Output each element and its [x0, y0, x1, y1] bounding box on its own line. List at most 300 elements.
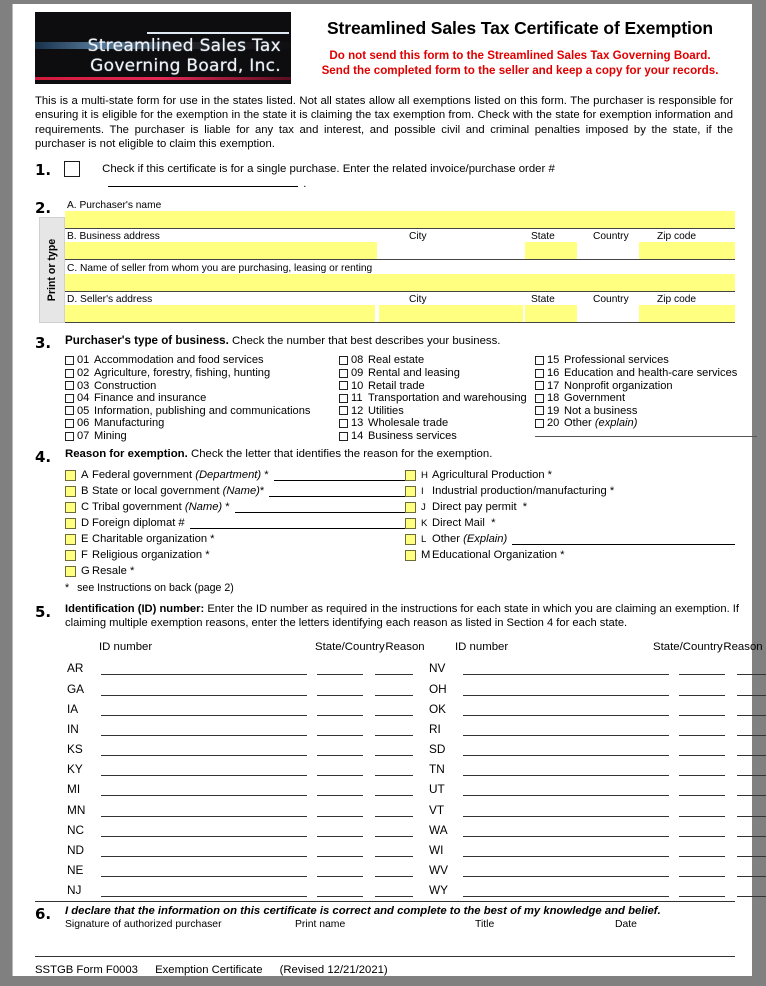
id-number-input[interactable] — [101, 741, 307, 756]
reason-input[interactable] — [737, 781, 766, 796]
seller-name-label: C. Name of seller from whom you are purchasing, leasing or renting — [67, 263, 373, 275]
section-4-title: Reason for exemption. — [65, 448, 188, 461]
state-label: OK — [429, 701, 447, 716]
checkbox-icon[interactable] — [405, 534, 416, 545]
reason-label: Agricultural Production — [432, 469, 545, 482]
business-type-column-1 — [65, 354, 339, 442]
reason-star: * — [609, 485, 615, 498]
reason-input[interactable] — [737, 741, 766, 756]
state-label: WI — [429, 843, 444, 858]
section-6-top-rule — [35, 901, 735, 902]
checkbox-icon[interactable] — [339, 419, 348, 428]
reason-label: Direct pay permit — [432, 501, 517, 514]
row-a-rule — [65, 228, 735, 229]
state-country-input[interactable] — [679, 761, 725, 776]
state-label: KS — [67, 742, 83, 757]
state-country-input[interactable] — [317, 701, 363, 716]
section-6-wrapper — [35, 901, 735, 976]
checkbox-icon[interactable] — [535, 419, 544, 428]
business-type-code: 10 — [351, 379, 364, 392]
checkbox-icon[interactable] — [535, 406, 544, 415]
seller-zip-label: Zip code — [657, 294, 697, 306]
state-country-input[interactable] — [679, 882, 725, 897]
business-type-code: 14 — [351, 430, 364, 443]
reason-letter: B — [81, 485, 89, 498]
reason-star: * — [259, 485, 265, 498]
business-type-item[interactable] — [339, 367, 535, 380]
checkbox-icon[interactable] — [65, 486, 76, 497]
exemption-reason-column-1 — [65, 467, 405, 579]
checkbox-icon[interactable] — [65, 502, 76, 513]
row-c-rule — [65, 291, 735, 292]
seller-name-input[interactable] — [65, 274, 735, 291]
state-country-input[interactable] — [317, 741, 363, 756]
reason-input[interactable] — [375, 660, 413, 675]
checkbox-icon[interactable] — [65, 369, 74, 378]
state-country-input[interactable] — [317, 660, 363, 675]
checkbox-icon[interactable] — [65, 394, 74, 403]
single-purchase-label: Check if this certificate is for a single purchase. Enter the related invoice/purchase order # — [102, 163, 555, 176]
business-type-hint: (explain) — [594, 417, 638, 430]
business-type-label: Retail trade — [368, 379, 425, 392]
checkbox-icon[interactable] — [339, 369, 348, 378]
id-number-input[interactable] — [101, 681, 307, 696]
section-1-period: . — [303, 178, 307, 191]
id-number-input[interactable] — [463, 660, 669, 675]
state-label: SD — [429, 742, 446, 757]
form-revision: (Revised 12/21/2021) — [279, 964, 388, 977]
checkbox-icon[interactable] — [535, 394, 544, 403]
reason-star: * — [129, 565, 135, 578]
seller-state-input[interactable] — [525, 305, 577, 322]
business-type-code: 08 — [351, 354, 364, 367]
business-type-code: 07 — [77, 430, 90, 443]
logo-underline — [35, 77, 291, 80]
business-type-code: 01 — [77, 354, 90, 367]
id-number-input[interactable] — [101, 660, 307, 675]
business-type-code: 17 — [547, 379, 560, 392]
checkbox-icon[interactable] — [65, 406, 74, 415]
id-number-input[interactable] — [463, 862, 669, 877]
reason-input[interactable] — [737, 701, 766, 716]
print-name-label: Print name — [295, 919, 346, 931]
reason-letter: C — [81, 501, 90, 514]
business-city-input[interactable] — [377, 242, 525, 259]
id-number-input[interactable] — [101, 802, 307, 817]
state-label: UT — [429, 782, 445, 797]
business-type-item[interactable] — [535, 367, 745, 380]
checkbox-icon[interactable] — [405, 518, 416, 529]
checkbox-icon[interactable] — [535, 369, 544, 378]
state-country-input[interactable] — [679, 802, 725, 817]
section-6 — [35, 905, 735, 930]
business-type-item[interactable] — [535, 417, 745, 430]
business-type-label: Nonprofit organization — [564, 379, 673, 392]
business-type-label: Rental and leasing — [368, 367, 460, 380]
table-row — [65, 857, 766, 877]
business-state-input[interactable] — [525, 242, 577, 259]
id-number-input[interactable] — [463, 802, 669, 817]
reason-star: * — [264, 469, 269, 482]
exemption-reason-item[interactable] — [405, 467, 735, 483]
business-type-code: 18 — [547, 392, 560, 405]
state-country-input[interactable] — [679, 701, 725, 716]
business-type-code: 06 — [77, 417, 90, 430]
state-label: MI — [67, 782, 81, 797]
reason-input[interactable] — [737, 681, 766, 696]
section-1 — [35, 161, 735, 190]
reason-input-line[interactable] — [190, 517, 405, 529]
checkbox-icon[interactable] — [405, 550, 416, 561]
warning-line-1: Do not send this form to the Streamlined Sales Tax Governing Board. — [329, 49, 711, 62]
exemption-reason-item[interactable] — [405, 499, 735, 515]
exemption-reason-item[interactable] — [405, 515, 735, 531]
reason-input[interactable] — [375, 862, 413, 877]
single-purchase-checkbox[interactable] — [64, 161, 80, 177]
business-type-item[interactable] — [535, 392, 745, 405]
form-footer — [35, 964, 735, 976]
exemption-reason-item[interactable] — [65, 563, 405, 579]
state-label: ND — [67, 843, 85, 858]
business-type-item[interactable] — [65, 405, 339, 418]
reason-letter: E — [81, 533, 89, 546]
print-or-type-tab — [39, 217, 65, 323]
business-type-item[interactable] — [535, 379, 745, 392]
form-name: Exemption Certificate — [155, 964, 263, 977]
reason-input[interactable] — [737, 882, 766, 897]
state-country-input[interactable] — [317, 761, 363, 776]
id-number-input[interactable] — [101, 822, 307, 837]
reason-star: * — [547, 469, 553, 482]
business-type-label: Not a business — [564, 404, 638, 417]
section-3-subtitle: Check the number that best describes your business. — [232, 335, 501, 348]
section-2-number: 2. — [35, 199, 52, 218]
state-label: GA — [67, 681, 85, 696]
state-label: MN — [67, 802, 86, 817]
reason-label: Resale — [92, 565, 127, 578]
table-row — [65, 716, 766, 736]
reason-label: Charitable organization — [92, 533, 208, 546]
reason-star: * — [491, 517, 496, 530]
checkbox-icon[interactable] — [65, 566, 76, 577]
id-number-input[interactable] — [463, 681, 669, 696]
business-type-item[interactable] — [65, 354, 339, 367]
exemption-reason-column-2 — [405, 467, 735, 579]
section-5-subtitle: Enter the ID number as required in the instructions for each state in which you are claiming an exemption. If claiming multiple exemption reasons, enter the letters identifying each reason as listed in Section 4 for each state. — [65, 603, 740, 629]
state-country-input[interactable] — [317, 802, 363, 817]
reason-input[interactable] — [737, 822, 766, 837]
id-number-input[interactable] — [101, 781, 307, 796]
reason-input[interactable] — [737, 721, 766, 736]
section-4-heading — [65, 448, 735, 460]
seller-name-row — [65, 262, 735, 292]
checkbox-icon[interactable] — [65, 432, 74, 441]
intro-paragraph: This is a multi-state form for use in the states listed. Not all states allow all exemptions listed on this form. The purchaser is responsible for ensuring it is eligible for the exemption in the state it is claiming the tax exemption from. Check with the state for exemption information and requirements. The purchaser is liable for any tax and interest, and possible civil and criminal penalties imposed by the state, if the purchaser is not eligible to claim this exemption. — [35, 95, 733, 150]
reason-star: * — [522, 501, 528, 514]
state-country-input[interactable] — [317, 822, 363, 837]
state-label: TN — [429, 762, 445, 777]
id-number-input[interactable] — [101, 761, 307, 776]
state-country-input[interactable] — [679, 721, 725, 736]
business-type-column-2 — [339, 354, 535, 442]
table-row — [65, 817, 766, 837]
reason-input[interactable] — [375, 802, 413, 817]
business-type-code: 16 — [547, 367, 560, 380]
form-header — [35, 4, 735, 84]
warning-line-2: Send the completed form to the seller and keep a copy for your records. — [321, 64, 719, 77]
business-country-input[interactable] — [577, 242, 639, 259]
id-number-input[interactable] — [101, 862, 307, 877]
print-or-type-label: Print or type — [46, 238, 58, 302]
id-number-input[interactable] — [463, 701, 669, 716]
reason-letter: I — [421, 485, 424, 497]
reason-input-line[interactable] — [235, 501, 405, 513]
business-type-label: Mining — [94, 430, 127, 443]
header-state-country-right: State/Country — [653, 641, 723, 654]
exemption-reason-item[interactable] — [65, 483, 405, 499]
state-country-input[interactable] — [679, 741, 725, 756]
state-country-input[interactable] — [317, 842, 363, 857]
business-type-code: 12 — [351, 404, 364, 417]
state-label: VT — [429, 802, 445, 817]
exemption-reason-item[interactable] — [65, 467, 405, 483]
checkbox-icon[interactable] — [535, 356, 544, 365]
reason-input[interactable] — [737, 660, 766, 675]
reason-letter: L — [421, 533, 427, 545]
section-4-number: 4. — [35, 448, 52, 467]
id-table-header — [65, 641, 766, 653]
checkbox-icon[interactable] — [405, 486, 416, 497]
state-country-input[interactable] — [317, 781, 363, 796]
id-number-input[interactable] — [463, 721, 669, 736]
declaration-text: I declare that the information on this certificate is correct and complete to the best of my knowledge and belief. — [65, 905, 661, 918]
id-number-input[interactable] — [463, 741, 669, 756]
checkbox-icon[interactable] — [65, 381, 74, 390]
section-5 — [35, 603, 763, 898]
reason-star: * — [205, 549, 210, 562]
section-6-number: 6. — [35, 905, 52, 924]
reason-star: * — [210, 533, 215, 546]
business-type-item[interactable] — [65, 417, 339, 430]
business-type-code: 15 — [547, 354, 560, 367]
header-id-number-left: ID number — [99, 641, 153, 654]
business-type-item[interactable] — [535, 405, 745, 418]
business-type-item[interactable] — [339, 417, 535, 430]
header-reason-left: Reason — [385, 641, 425, 654]
id-number-input[interactable] — [101, 721, 307, 736]
section-3 — [35, 334, 738, 443]
business-type-item[interactable] — [65, 430, 339, 443]
section-1-text-row — [102, 161, 735, 190]
id-number-input[interactable] — [463, 781, 669, 796]
business-state-label: State — [531, 231, 555, 243]
state-country-input[interactable] — [317, 681, 363, 696]
business-address-input[interactable] — [65, 242, 377, 259]
state-label: WV — [429, 863, 449, 878]
checkbox-icon[interactable] — [339, 356, 348, 365]
reason-letter: K — [421, 517, 428, 529]
reason-input[interactable] — [737, 802, 766, 817]
section-5-heading — [65, 603, 766, 630]
business-type-code: 09 — [351, 367, 364, 380]
reason-input[interactable] — [375, 681, 413, 696]
reason-input[interactable] — [375, 882, 413, 897]
checkbox-icon[interactable] — [65, 419, 74, 428]
seller-address-input[interactable] — [65, 305, 375, 322]
reason-input[interactable] — [375, 721, 413, 736]
section-3-heading — [65, 334, 745, 347]
exemption-reason-item[interactable] — [405, 483, 735, 499]
reason-star: * — [560, 549, 565, 562]
invoice-number-field[interactable] — [108, 175, 298, 187]
business-type-label: Utilities — [368, 404, 404, 417]
purchaser-name-input[interactable] — [65, 211, 735, 228]
state-country-input[interactable] — [317, 882, 363, 897]
checkbox-icon[interactable] — [65, 356, 74, 365]
reason-label: Federal government — [92, 469, 193, 482]
seller-city-label: City — [409, 294, 427, 306]
business-type-label: Information, publishing and communications — [94, 404, 311, 417]
table-row — [65, 675, 766, 695]
state-country-input[interactable] — [679, 862, 725, 877]
section-5-number: 5. — [35, 603, 52, 622]
seller-address-row — [65, 294, 735, 323]
state-country-input[interactable] — [679, 822, 725, 837]
exemption-reason-item[interactable] — [65, 531, 405, 547]
id-number-input[interactable] — [101, 701, 307, 716]
footer-rule — [35, 956, 735, 957]
reason-label: Industrial production/manufacturing — [432, 485, 607, 498]
checkbox-icon[interactable] — [405, 470, 416, 481]
reason-input[interactable] — [375, 822, 413, 837]
footnote-star: * — [65, 582, 70, 595]
reason-letter: G — [81, 565, 90, 578]
reason-input[interactable] — [375, 701, 413, 716]
checkbox-icon[interactable] — [339, 394, 348, 403]
id-number-input[interactable] — [463, 761, 669, 776]
header-state-country-left: State/Country — [315, 641, 385, 654]
state-label: NJ — [67, 883, 82, 898]
business-type-item[interactable] — [65, 379, 339, 392]
reason-hint: (Name) — [222, 485, 260, 498]
id-number-input[interactable] — [463, 882, 669, 897]
seller-country-label: Country — [593, 294, 629, 306]
reason-input[interactable] — [375, 741, 413, 756]
business-type-item[interactable] — [339, 354, 535, 367]
business-type-label: Government — [564, 392, 626, 405]
exemption-reason-item[interactable] — [65, 547, 405, 563]
reason-input[interactable] — [737, 862, 766, 877]
checkbox-icon[interactable] — [339, 381, 348, 390]
reason-input-line[interactable] — [269, 485, 405, 497]
business-type-item[interactable] — [339, 405, 535, 418]
checkbox-icon[interactable] — [535, 381, 544, 390]
business-city-label: City — [409, 231, 427, 243]
checkbox-icon[interactable] — [65, 470, 76, 481]
reason-input[interactable] — [737, 761, 766, 776]
business-type-item[interactable] — [535, 354, 745, 367]
checkbox-icon[interactable] — [339, 406, 348, 415]
state-country-input[interactable] — [679, 660, 725, 675]
reason-letter: H — [421, 469, 428, 481]
business-zip-input[interactable] — [639, 242, 735, 259]
reason-input[interactable] — [375, 761, 413, 776]
id-number-input[interactable] — [101, 842, 307, 857]
business-type-label: Transportation and warehousing — [368, 392, 527, 405]
page-title: Streamlined Sales Tax Certificate of Exemption — [326, 18, 714, 38]
seller-country-input[interactable] — [577, 305, 639, 322]
business-type-label: Agriculture, forestry, fishing, hunting — [94, 367, 271, 380]
state-country-input[interactable] — [317, 721, 363, 736]
business-type-item[interactable] — [339, 392, 535, 405]
business-type-label: Business services — [368, 430, 457, 443]
exemption-reason-item[interactable] — [65, 499, 405, 515]
reason-letter: A — [81, 469, 89, 482]
reason-hint: (Explain) — [463, 533, 508, 546]
table-row — [65, 696, 766, 716]
exemption-reason-item[interactable] — [65, 515, 405, 531]
state-country-input[interactable] — [679, 781, 725, 796]
table-row — [65, 655, 766, 675]
seller-state-label: State — [531, 294, 555, 306]
reason-input[interactable] — [375, 781, 413, 796]
business-type-code: 20 — [547, 417, 560, 430]
logo-cap-line — [147, 32, 289, 34]
seller-zip-input[interactable] — [639, 305, 735, 322]
checkbox-icon[interactable] — [65, 518, 76, 529]
business-type-code: 13 — [351, 417, 364, 430]
seller-address-label: D. Seller's address — [67, 294, 153, 306]
table-row — [65, 877, 766, 897]
reason-letter: M — [421, 549, 431, 562]
business-type-item[interactable] — [65, 392, 339, 405]
exemption-reason-item[interactable] — [405, 531, 735, 547]
business-type-item[interactable] — [339, 430, 535, 443]
id-number-input[interactable] — [463, 842, 669, 857]
reason-input[interactable] — [737, 842, 766, 857]
exemption-reason-item[interactable] — [405, 547, 735, 563]
state-country-input[interactable] — [679, 681, 725, 696]
purchaser-name-row — [65, 199, 735, 229]
state-country-input[interactable] — [679, 842, 725, 857]
business-type-item[interactable] — [65, 367, 339, 380]
seller-city-input[interactable] — [379, 305, 523, 322]
business-address-row — [65, 231, 735, 260]
checkbox-icon[interactable] — [405, 502, 416, 513]
reason-star: * — [225, 501, 230, 514]
checkbox-icon[interactable] — [65, 534, 76, 545]
checkbox-icon[interactable] — [65, 550, 76, 561]
reason-label: Direct Mail — [432, 517, 485, 530]
business-type-label: Construction — [94, 379, 157, 392]
business-type-item[interactable] — [339, 379, 535, 392]
checkbox-icon[interactable] — [339, 432, 348, 441]
business-type-code: 05 — [77, 404, 90, 417]
reason-label: Other — [432, 533, 460, 546]
section-4-footnote — [65, 582, 735, 594]
reason-input-line[interactable] — [512, 533, 735, 545]
table-row — [65, 756, 766, 776]
business-type-label: Professional services — [564, 354, 669, 367]
reason-input-line[interactable] — [274, 469, 405, 481]
state-country-input[interactable] — [317, 862, 363, 877]
business-type-label: Accommodation and food services — [94, 354, 264, 367]
id-number-input[interactable] — [101, 882, 307, 897]
id-number-input[interactable] — [463, 822, 669, 837]
reason-input[interactable] — [375, 842, 413, 857]
title-label: Title — [475, 919, 495, 931]
row-d-rule — [65, 322, 735, 323]
